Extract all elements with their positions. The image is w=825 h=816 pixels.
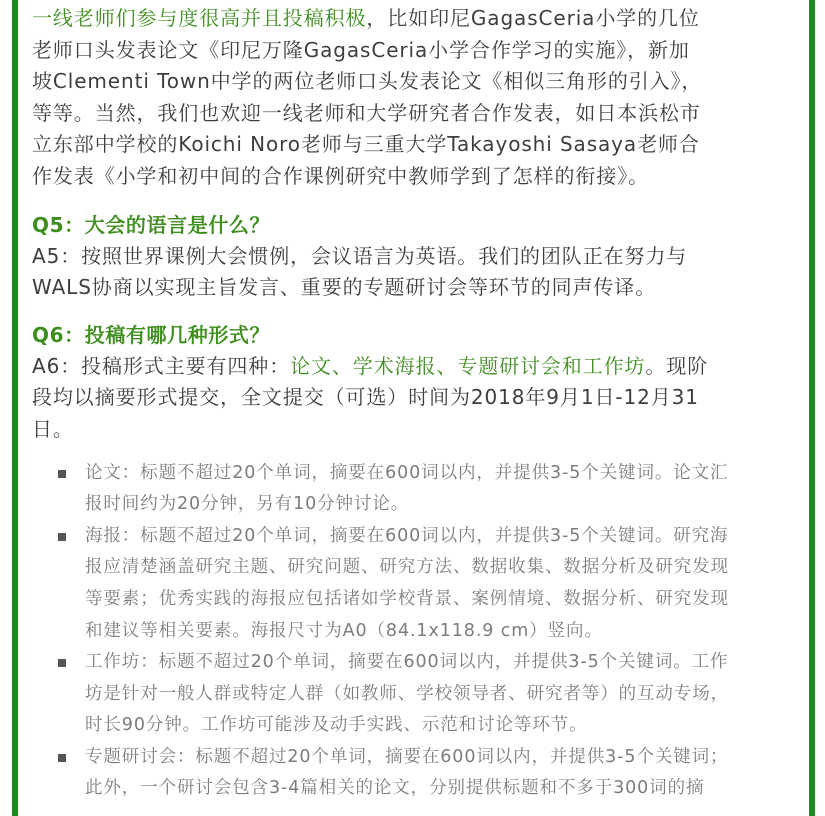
q5-heading: Q5：大会的语言是什么？ xyxy=(32,212,271,237)
intro-line: ，比如印尼GagasCeria小学的几位 xyxy=(366,6,700,30)
q5-answer-line: WALS协商以实现主旨发言、重要的专题研讨会等环节的同声传译。 xyxy=(32,275,657,300)
intro-line: 等等。当然，我们也欢迎一线老师和大学研究者合作发表，如日本浜松市 xyxy=(32,100,701,125)
square-bullet-icon xyxy=(58,470,66,478)
article-content xyxy=(32,3,794,805)
square-bullet-icon xyxy=(58,533,66,541)
square-bullet-icon xyxy=(58,754,66,762)
intro-paragraph xyxy=(32,3,794,193)
intro-highlight: 一线老师们参与度很高并且投稿积极 xyxy=(32,6,367,30)
q6-answer-suffix: 。现阶 xyxy=(645,353,709,378)
q6-answer xyxy=(32,351,794,446)
q5-answer xyxy=(32,241,794,304)
list-item-paper: 论文：标题不超过20个单词，摘要在600词以内，并提供3-5个关键词。论文汇 报时间约为20分钟，另有10分钟讨论。 xyxy=(32,458,794,521)
intro-line: 老师口头发表论文《印尼万隆GagasCeria小学合作学习的实施》，新加 xyxy=(32,37,690,62)
intro-line: 坡Clementi Town中学的两位老师口头发表论文《相似三角形的引入》， xyxy=(32,69,703,94)
q6-answer-line: 段均以摘要形式提交，全文提交（可选）时间为2018年9月1日-12月31 xyxy=(32,385,699,410)
list-item-symposium: 专题研讨会：标题不超过20个单词，摘要在600词以内，并提供3-5个关键词； 此外，一个研讨会包含3-4篇相关的论文，分别提供标题和不多于300词的摘 xyxy=(32,742,794,805)
q5-answer-line: A5：按照世界课例大会惯例，会议语言为英语。我们的团队正在努力与 xyxy=(32,243,688,268)
right-green-border xyxy=(809,0,815,816)
intro-line: 立东部中学校的Koichi Noro老师与三重大学Takayoshi Sasaya老师合 xyxy=(32,132,700,157)
q6-heading: Q6：投稿有哪几种形式？ xyxy=(32,322,271,347)
list-item-poster: 海报：标题不超过20个单词，摘要在600词以内，并提供3-5个关键词。研究海 报应清楚涵盖研究主题、研究问题、研究方法、数据收集、数据分析及研究发现 等要素；优秀实践的海报应包括诸如学校背景、案例情境、数据分析、研究发现 和建议等相关要素。海报尺寸为A0（84.1x118.9 cm）竖向。 xyxy=(32,521,794,647)
q6-answer-prefix: A6：投稿形式主要有四种： xyxy=(32,353,291,378)
list-item-workshop: 工作坊：标题不超过20个单词，摘要在600词以内，并提供3-5个关键词。工作 坊是针对一般人群或特定人群（如教师、学校领导者、研究者等）的互动专场， 时长90分钟。工作坊可能涉及动手实践、示范和讨论等环节。 xyxy=(32,647,794,742)
q6-answer-highlight: 论文、学术海报、专题研讨会和工作坊 xyxy=(290,353,646,378)
square-bullet-icon xyxy=(58,659,66,667)
left-green-border xyxy=(12,0,18,816)
submission-type-list xyxy=(32,458,794,806)
intro-line: 作发表《小学和初中间的合作课例研究中教师学到了怎样的衔接》。 xyxy=(32,163,649,188)
q6-answer-line: 日。 xyxy=(32,416,74,441)
